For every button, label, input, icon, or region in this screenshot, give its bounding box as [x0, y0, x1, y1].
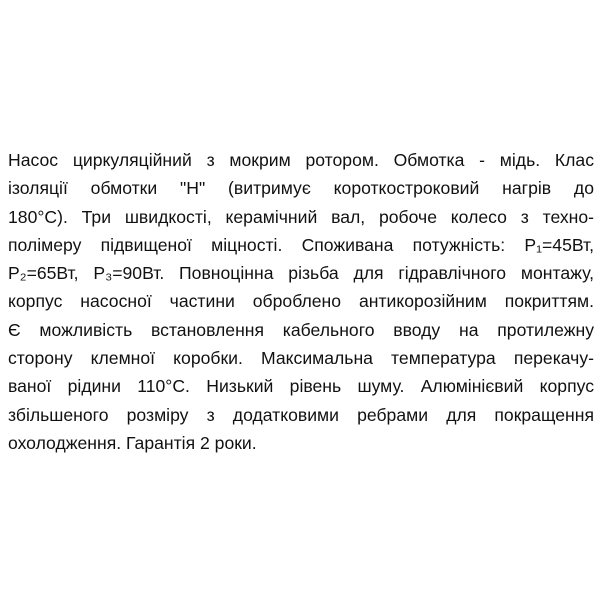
description-line: сторону клемної коробки. Максимальна температура перекачу- [8, 348, 594, 369]
description-line: охолодження. Гарантія 2 роки. [8, 432, 257, 453]
description-line: полімеру підвищеної міцності. Споживана потужність: P₁=45Вт, [8, 234, 594, 255]
product-description [8, 146, 594, 457]
description-line: Є можливість встановлення кабельного вводу на протилежну [8, 319, 594, 340]
description-line: 180°С). Три швидкості, керамічний вал, робоче колесо з техно- [8, 206, 594, 227]
description-line: P₂=65Вт, P₃=90Вт. Повноцінна різьба для гідравлічного монтажу, [8, 263, 594, 284]
description-line: збільшеного розміру з додатковими ребрами для покращення [8, 404, 594, 425]
description-line: Насос циркуляційний з мокрим ротором. Обмотка - мідь. Клас [8, 150, 594, 170]
description-line: ваної рідини 110°С. Низький рівень шуму. Алюмінієвий корпус [8, 376, 594, 397]
description-line: ізоляції обмотки "H" (витримує короткостроковий нагрів до [8, 178, 594, 199]
description-line: корпус насосної частини оброблено антикорозійним покриттям. [8, 291, 594, 312]
